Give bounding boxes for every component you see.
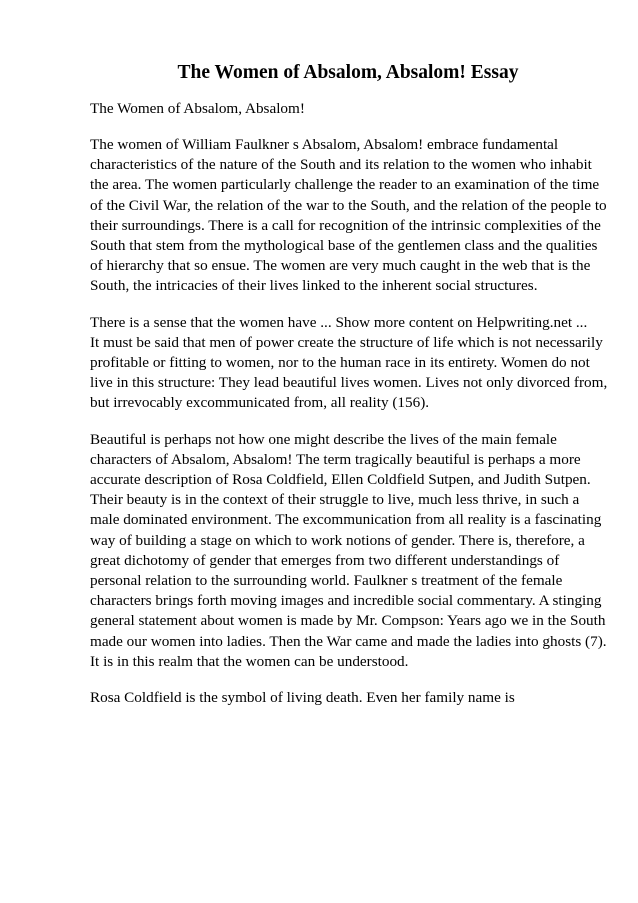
text-line: Beautiful is perhaps not how one might describe the lives of the main female	[90, 430, 557, 448]
text-line: of hierarchy that so ensue. The women are very much caught in the web that is the	[90, 257, 591, 275]
text-line: general statement about women is made by Mr. Compson: Years ago we in the South	[90, 612, 606, 630]
text-line: Their beauty is in the context of their struggle to live, much less thrive, in such a	[90, 491, 580, 509]
text-line: characteristics of the nature of the South and its relation to the women who inhabit	[90, 156, 592, 174]
text-line: characters brings forth moving images and incredible social commentary. A stinging	[90, 592, 602, 610]
text-line: but irrevocably excommunicated from, all reality (156).	[90, 394, 430, 412]
text-line: great dichotomy of gender that emerges from two different understandings of	[90, 551, 560, 569]
text-line: It must be said that men of power create the structure of life which is not necessarily	[90, 333, 603, 351]
text-line: personal relation to the surrounding world. Faulkner s treatment of the female	[90, 572, 563, 590]
text-line: There is a sense that the women have ... Show more content on Helpwriting.net ...	[90, 313, 588, 331]
text-line: It is in this realm that the women can be understood.	[90, 652, 409, 670]
essay-subtitle: The Women of Absalom, Absalom!	[90, 100, 305, 117]
paragraph-3	[90, 430, 607, 672]
text-line: South that stem from the mythological base of the gentlemen class and the qualities	[90, 237, 598, 255]
text-line: of the Civil War, the relation of the war to the South, and the relation of the people to	[90, 196, 607, 214]
paragraph-1	[90, 135, 607, 297]
text-line: profitable or fitting to women, nor to the human race in its entirety. Women do not	[90, 354, 590, 372]
text-line: The women of William Faulkner s Absalom, Absalom! embrace fundamental	[90, 136, 559, 153]
text-line: the area. The women particularly challenge the reader to an examination of the time	[90, 176, 600, 194]
text-line: made our women into ladies. Then the War came and made the ladies into ghosts (7).	[90, 632, 607, 650]
text-line: male dominated environment. The excommunication from all reality is a fascinating	[90, 511, 602, 529]
text-line: Rosa Coldfield is the symbol of living death. Even her family name is	[90, 689, 515, 707]
text-line: characters of Absalom, Absalom! The term tragically beautiful is perhaps a more	[90, 450, 581, 468]
text-line: way of building a stage on which to work notions of gender. There is, therefore, a	[90, 531, 585, 549]
essay-title: The Women of Absalom, Absalom! Essay	[177, 62, 519, 83]
text-line: South, the intricacies of their lives linked to the inherent social structures.	[90, 277, 538, 295]
paragraph-2	[90, 313, 608, 414]
paragraph-4	[90, 688, 588, 708]
text-line: their surroundings. There is a call for recognition of the intrinsic complexities of the	[90, 216, 601, 234]
text-line: accurate description of Rosa Coldfield, Ellen Coldfield Sutpen, and Judith Sutpen.	[90, 471, 591, 489]
text-line: live in this structure: They lead beautiful lives women. Lives not only divorced from,	[90, 374, 608, 392]
